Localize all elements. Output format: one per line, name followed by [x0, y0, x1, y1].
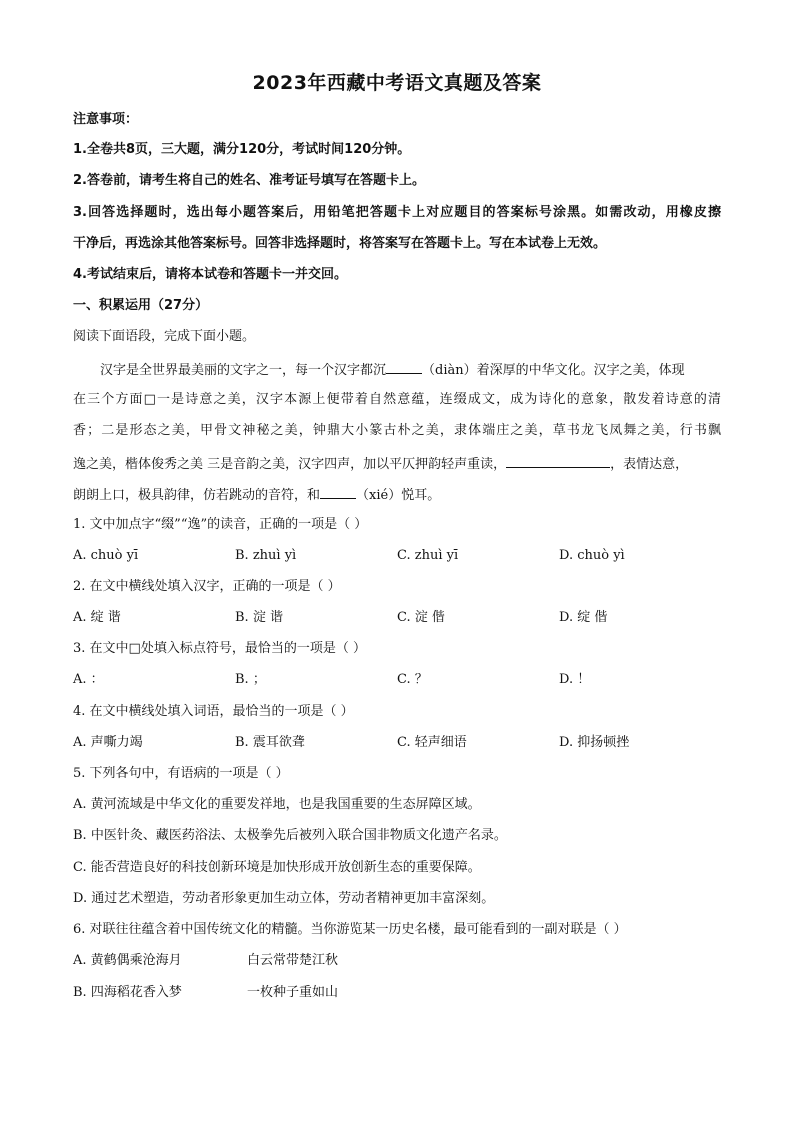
passage-line-2: 在三个方面□一是诗意之美，汉字本源上便带着自然意蕴，连缀成文，成为诗化的意象，散发着诗意的清: [73, 392, 721, 407]
notice-heading: 注意事项：: [73, 112, 139, 127]
passage-text: ，表情达意，: [610, 457, 689, 472]
question-1-option-a: A. chuò yī: [73, 548, 139, 563]
passage-line-3: 香；二是形态之美，甲骨文神秘之美，钟鼎大小篆古朴之美，隶体端庄之美，草书龙飞凤舞之美，行书飘: [73, 423, 721, 438]
question-1-option-c: C. zhuì yī: [397, 548, 459, 563]
notice-item-1: 1.全卷共8页，三大题，满分120分，考试时间120分钟。: [73, 142, 411, 157]
question-6-option-a-right: 白云常带楚江秋: [247, 953, 339, 968]
question-4-option-d: D. 抑扬顿挫: [559, 735, 630, 750]
question-6-stem: 6. 对联往往蕴含着中国传统文化的精髓。当你游览某一历史名楼，最可能看到的一副对联是（ ）: [73, 922, 627, 937]
question-5-option-b: B. 中医针灸、藏医药浴法、太极拳先后被列入联合国非物质文化遗产名录。: [73, 828, 507, 843]
question-6-option-b-left: B. 四海稻花香入梦: [73, 985, 182, 1000]
passage-text: 逸之美，楷体俊秀之美 三是音韵之美，汉字四声，加以平仄押韵轻声重读，: [73, 457, 507, 472]
question-6-option-b-right: 一枚种子重如山: [247, 985, 339, 1000]
notice-item-3: 3.回答选择题时，选出每小题答案后，用铅笔把答题卡上对应题目的答案标号涂黑。如需改动，用橡皮擦: [73, 205, 721, 220]
page-title: 2023年西藏中考语文真题及答案: [252, 72, 542, 94]
question-3-option-a: A. ：: [73, 672, 104, 687]
question-2-option-b: B. 淀 谐: [235, 610, 283, 625]
passage-line-4: [73, 455, 688, 473]
fill-blank: [386, 361, 422, 374]
section-intro: 阅读下面语段，完成下面小题。: [73, 329, 256, 344]
question-2-option-a: A. 绽 谐: [73, 610, 121, 625]
passage-text: （diàn）着深厚的中华文化。汉字之美，体现: [422, 363, 685, 378]
question-3-option-c: C. ？: [397, 672, 428, 687]
question-5-option-d: D. 通过艺术塑造，劳动者形象更加生动立体，劳动者精神更加丰富深刻。: [73, 891, 495, 906]
question-1-stem: 1. 文中加点字“缀”“逸”的读音，正确的一项是（ ）: [73, 517, 368, 532]
question-1-option-d: D. chuò yì: [559, 548, 625, 563]
question-6-option-a-left: A. 黄鹤偶乘沧海月: [73, 953, 182, 968]
question-3-option-d: D. ！: [559, 672, 591, 687]
question-2-option-d: D. 绽 偕: [559, 610, 608, 625]
question-4-option-b: B. 震耳欲聋: [235, 735, 305, 750]
fill-blank: [506, 455, 610, 468]
question-1-option-b: B. zhuì yì: [235, 548, 297, 563]
passage-line-1: [100, 361, 721, 379]
question-5-option-a: A. 黄河流域是中华文化的重要发祥地，也是我国重要的生态屏障区域。: [73, 797, 481, 812]
question-2-stem: 2. 在文中横线处填入汉字，正确的一项是（ ）: [73, 579, 341, 594]
question-3-option-b: B. ；: [235, 672, 266, 687]
question-4-stem: 4. 在文中横线处填入词语，最恰当的一项是（ ）: [73, 704, 354, 719]
passage-text: （xié）悦耳。: [356, 488, 441, 503]
notice-item-2: 2.答卷前，请考生将自己的姓名、准考证号填写在答题卡上。: [73, 173, 425, 188]
question-5-option-c: C. 能否营造良好的科技创新环境是加快形成开放创新生态的重要保障。: [73, 860, 481, 875]
question-4-option-a: A. 声嘶力竭: [73, 735, 143, 750]
question-4-option-c: C. 轻声细语: [397, 735, 467, 750]
passage-line-5: [73, 486, 440, 504]
section-heading: 一、积累运用（27分）: [73, 298, 209, 313]
notice-item-3-cont: 干净后，再选涂其他答案标号。回答非选择题时，将答案写在答题卡上。写在本试卷上无效。: [73, 236, 607, 251]
notice-item-4: 4.考试结束后，请将本试卷和答题卡一并交回。: [73, 267, 347, 282]
question-2-option-c: C. 淀 偕: [397, 610, 445, 625]
question-5-stem: 5. 下列各句中，有语病的一项是（ ）: [73, 766, 289, 781]
question-3-stem: 3. 在文中□处填入标点符号，最恰当的一项是（ ）: [73, 641, 366, 656]
fill-blank: [320, 486, 356, 499]
passage-text: 朗朗上口，极具韵律，仿若跳动的音符，和: [73, 488, 321, 503]
passage-text: 汉字是全世界最美丽的文字之一，每一个汉字都沉: [100, 363, 387, 378]
